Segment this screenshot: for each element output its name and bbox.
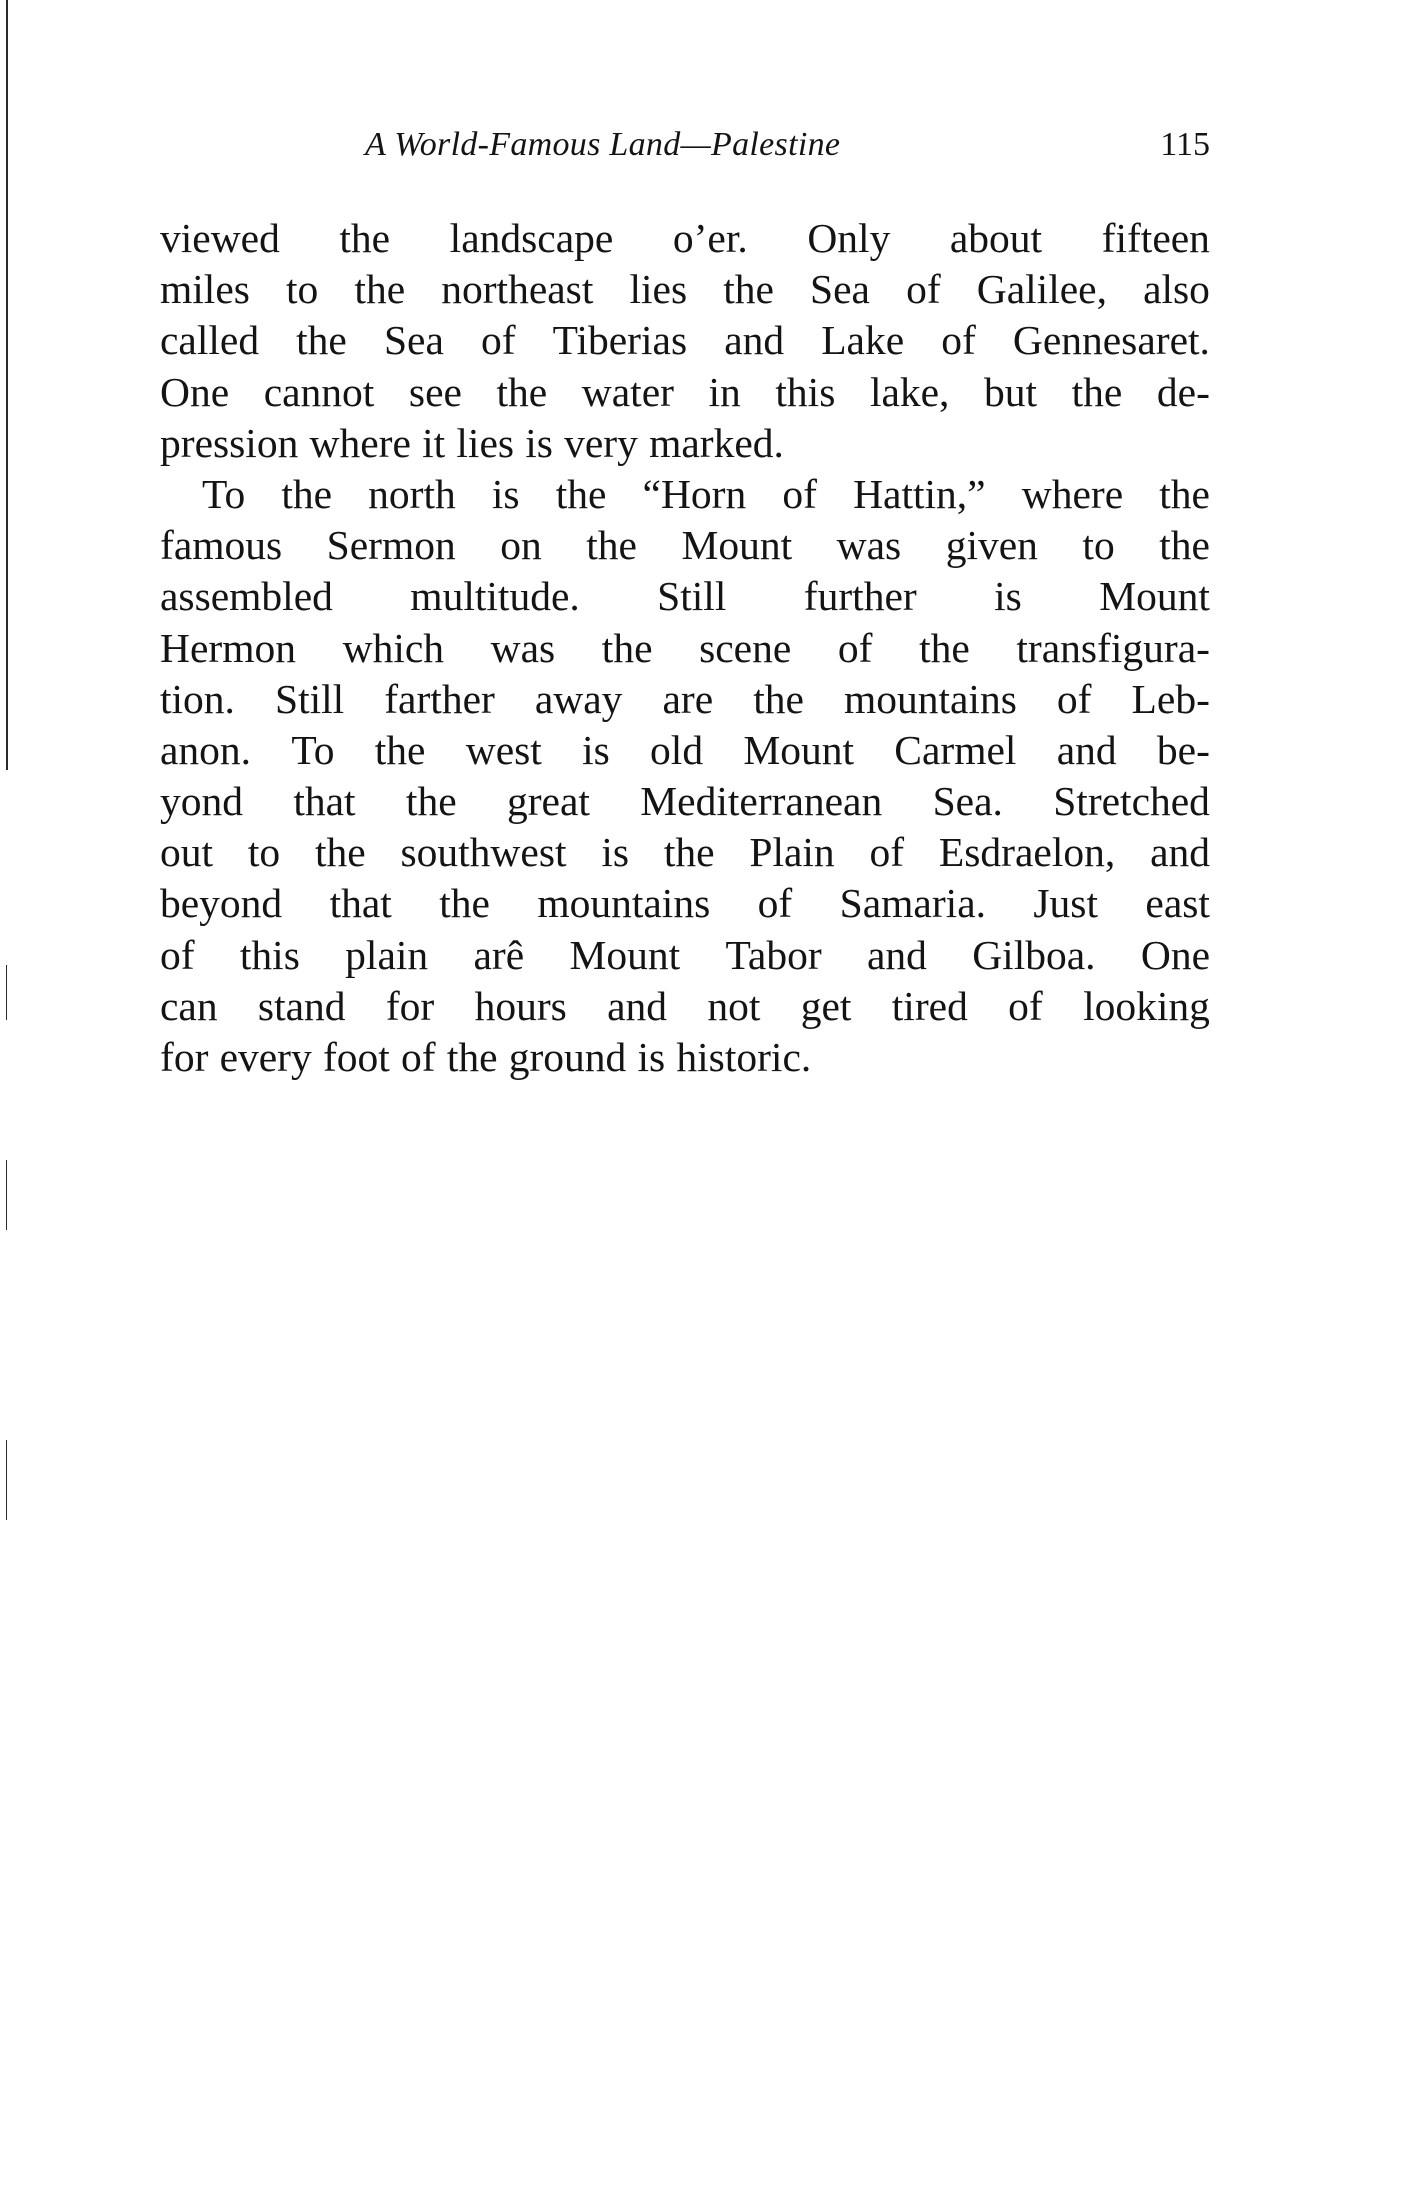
word: Only (807, 215, 891, 261)
word: Still (274, 675, 345, 722)
word: and (1150, 829, 1210, 876)
word: it (422, 419, 446, 466)
word: pression (160, 419, 299, 466)
word: is (582, 726, 610, 773)
word: the (374, 726, 426, 773)
word: the (586, 522, 637, 569)
word: given (945, 522, 1038, 569)
text-line (160, 981, 1210, 1032)
word: Just (1033, 880, 1098, 927)
word: the (281, 470, 333, 517)
word: Esdraelon, (938, 829, 1116, 876)
text-line (160, 469, 1210, 520)
word: also (1143, 266, 1210, 313)
word: To (202, 470, 246, 517)
word: marked. (649, 419, 784, 466)
word: hours (474, 982, 567, 1029)
word: very (564, 419, 638, 466)
word: Mediterranean (640, 778, 883, 825)
word: the (354, 266, 406, 313)
word: that (329, 880, 392, 927)
word: de- (1156, 368, 1210, 415)
word: One (160, 368, 230, 415)
word: about (949, 215, 1043, 261)
text-line (160, 315, 1210, 366)
word: Mount (743, 726, 855, 773)
word: away (534, 675, 623, 722)
word: was (836, 522, 902, 569)
word: was (490, 624, 556, 671)
word: the (296, 317, 347, 364)
word: landscape (449, 215, 614, 261)
word: the (1159, 470, 1210, 517)
word: To (291, 726, 335, 773)
word: stand (257, 982, 346, 1029)
word: the (1071, 368, 1123, 415)
word: water (581, 368, 674, 415)
text-line (160, 520, 1210, 571)
word: the (663, 829, 715, 876)
word: get (800, 982, 852, 1029)
word: and (724, 317, 785, 364)
word: One (1140, 931, 1210, 978)
word: beyond (160, 880, 283, 927)
word: Gilboa. (972, 931, 1096, 978)
word: of (906, 266, 941, 313)
text-line (160, 1032, 1210, 1083)
word: Tabor (725, 931, 822, 978)
word: lake, (869, 368, 950, 415)
text-line (160, 827, 1210, 878)
word: Galilee, (976, 266, 1107, 313)
word: miles (160, 266, 250, 313)
word: be- (1156, 726, 1210, 773)
word: the (339, 215, 391, 261)
page-number: 115 (1160, 126, 1210, 163)
word: of (1008, 982, 1043, 1029)
word: the (1159, 522, 1210, 569)
word: Tiberias (552, 317, 688, 364)
word: of (160, 931, 195, 978)
text-line (160, 776, 1210, 827)
word: looking (1083, 982, 1210, 1029)
word: o’er. (672, 215, 748, 261)
scan-edge-line (6, 0, 8, 770)
word: famous (160, 522, 283, 569)
word: the (919, 624, 970, 671)
word: old (650, 726, 704, 773)
scan-edge-line (6, 1160, 7, 1230)
word: of (480, 317, 516, 364)
word: to (247, 829, 281, 876)
word: out (160, 829, 214, 876)
word: Still (657, 573, 727, 620)
word: to (286, 266, 319, 313)
word: and (607, 982, 668, 1029)
word: Lake (821, 317, 905, 364)
text-line (160, 930, 1210, 981)
word: plain (345, 931, 429, 978)
word: is (491, 470, 520, 517)
word: lies (456, 419, 515, 466)
text-line (160, 213, 1210, 264)
word: are (662, 675, 714, 722)
word: anon. (160, 726, 252, 773)
word: of (401, 1034, 436, 1080)
word: further (803, 573, 917, 620)
word: for (385, 982, 435, 1029)
word: the (601, 624, 653, 671)
word: for (160, 1034, 209, 1080)
word: Mount (1099, 573, 1210, 620)
word: is (994, 573, 1022, 620)
word: this (775, 368, 836, 415)
body-text (160, 213, 1210, 1083)
word: assembled (160, 573, 333, 620)
word: lies (629, 266, 688, 313)
word: Leb- (1131, 675, 1210, 722)
word: historic. (676, 1034, 812, 1080)
word: the (753, 675, 804, 722)
word: but (984, 368, 1038, 415)
word: multitude. (410, 573, 580, 620)
running-head (160, 126, 1210, 176)
text-line (160, 418, 1210, 469)
word: of (757, 880, 793, 927)
word: east (1145, 880, 1210, 927)
word: of (782, 470, 817, 517)
word: the (405, 778, 457, 825)
word: the (723, 266, 774, 313)
word: Samaria. (839, 880, 986, 927)
word: ground (508, 1034, 627, 1080)
word: of (869, 829, 905, 876)
text-line (160, 264, 1210, 315)
word: southwest (400, 829, 567, 876)
word: not (707, 982, 761, 1029)
word: and (866, 931, 927, 978)
word: called (160, 317, 260, 364)
word: Carmel (894, 726, 1017, 773)
word: every (219, 1034, 312, 1080)
word: Sermon (326, 522, 456, 569)
scan-edge-line (6, 965, 7, 1020)
text-line (160, 878, 1210, 929)
word: foot (322, 1034, 390, 1080)
word: is (637, 1034, 666, 1080)
word: fifteen (1101, 215, 1210, 261)
word: to (1082, 522, 1115, 569)
word: can (160, 982, 218, 1029)
word: that (293, 778, 356, 825)
word: Mount (681, 522, 793, 569)
text-line (160, 725, 1210, 776)
word: Hermon (160, 624, 296, 671)
word: mountains (843, 675, 1017, 722)
word: the (555, 470, 607, 517)
word: the (496, 368, 548, 415)
text-line (160, 571, 1210, 622)
word: where (1021, 470, 1124, 517)
word: see (408, 368, 462, 415)
word: which (342, 624, 445, 671)
word: tired (891, 982, 968, 1029)
word: northeast (441, 266, 594, 313)
word: of (837, 624, 873, 671)
word: Gennesaret. (1012, 317, 1210, 364)
word: the (314, 829, 366, 876)
word: Stretched (1053, 778, 1210, 825)
word: Sea (810, 266, 870, 313)
running-title: A World-Famous Land—Palestine (365, 126, 841, 163)
word: the (439, 880, 490, 927)
word: of (941, 317, 976, 364)
word: tion. (160, 675, 235, 722)
word: west (465, 726, 542, 773)
word: great (506, 778, 590, 825)
scan-edge-line (6, 1440, 7, 1520)
word: the (446, 1034, 498, 1080)
word: arê (473, 931, 525, 978)
word: north (368, 470, 456, 517)
text-line (160, 674, 1210, 725)
word: of (1056, 675, 1092, 722)
word: in (708, 368, 741, 415)
word: transfigura- (1016, 624, 1210, 671)
word: mountains (537, 880, 711, 927)
word: “Horn (642, 470, 747, 517)
word: yond (160, 778, 243, 825)
word: Sea. (932, 778, 1003, 825)
word: is (525, 419, 553, 466)
text-line (160, 623, 1210, 674)
word: Sea (383, 317, 444, 364)
word: on (500, 522, 542, 569)
word: this (239, 931, 300, 978)
word: viewed (160, 215, 280, 261)
text-line (160, 367, 1210, 418)
word: scene (699, 624, 792, 671)
word: is (601, 829, 630, 876)
word: farther (384, 675, 495, 722)
word: cannot (263, 368, 375, 415)
word: Mount (569, 931, 681, 978)
word: and (1056, 726, 1117, 773)
word: Hattin,” (853, 470, 986, 517)
word: Plain (749, 829, 835, 876)
word: where (309, 419, 411, 466)
